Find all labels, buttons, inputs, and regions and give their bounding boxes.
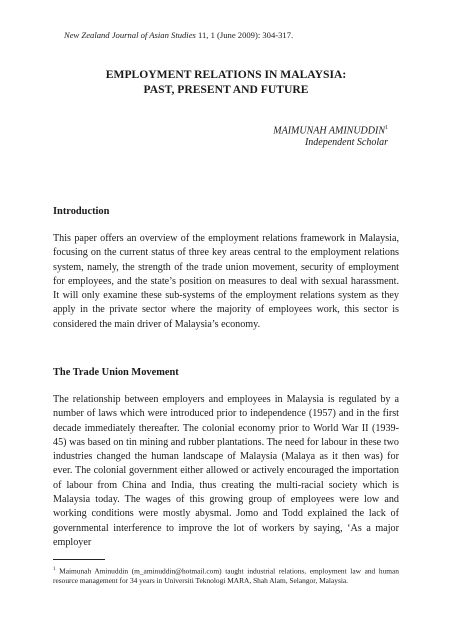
section-heading-trade-union: The Trade Union Movement: [53, 367, 179, 378]
author-name-text: MAIMUNAH AMINUDDIN: [273, 125, 385, 137]
journal-name: New Zealand Journal of Asian Studies: [64, 30, 196, 40]
footnote: [53, 565, 399, 586]
footnote-text: Maimunah Aminuddin (m_aminuddin@hotmail.com) taught industrial relations, employment law and human resource management for 34 years in Universiti Teknologi MARA, Shah Alam, Selangor, Malaysia.: [53, 566, 399, 586]
paragraph-introduction: This paper offers an overview of the employment relations framework in Malaysia, focusing on the current status of three key areas central to the employment relations system, namely, the strength of the trade union movement, security of employment for employees, and the state’s position on measures to deal with sexual harassment. It will only examine these sub-systems of the employment relations system as they apply in the private sector where the majority of employees work, this sector is considered the main driver of Malaysia’s economy.: [53, 233, 399, 330]
footnote-mark: 1: [53, 567, 56, 572]
journal-header: [64, 30, 293, 40]
footnote-divider: [53, 559, 105, 560]
journal-citation: 11, 1 (June 2009): 304-317.: [195, 30, 294, 40]
paper-title-line-1: EMPLOYMENT RELATIONS IN MALAYSIA:: [105, 68, 347, 81]
paragraph-trade-union: The relationship between employers and employees in Malaysia is regulated by a number of laws which were introduced prior to independence (1957) and in the first decade immediately thereafter. The colonial economy prior to World War II (1939-45) was based on tin mining and rubber plantations. The need for labour in these two industries changed the human landscape of Malaysia (Malaya as it then was) for ever. The colonial government either allowed or actively encouraged the importation of labour from China and India, thus creating the multi-racial society which is Malaysia today. The wages of this growing group of employees were low and working conditions were mostly abysmal. Jomo and Todd explained the lack of governmental interference to improve the lot of workers by saying, ‘As a major employer: [53, 394, 399, 548]
author-affiliation: Independent Scholar: [304, 137, 388, 148]
section-heading-introduction: Introduction: [53, 206, 110, 217]
author-footnote-mark: 1: [385, 125, 388, 131]
paper-title-line-2: PAST, PRESENT AND FUTURE: [143, 83, 309, 96]
